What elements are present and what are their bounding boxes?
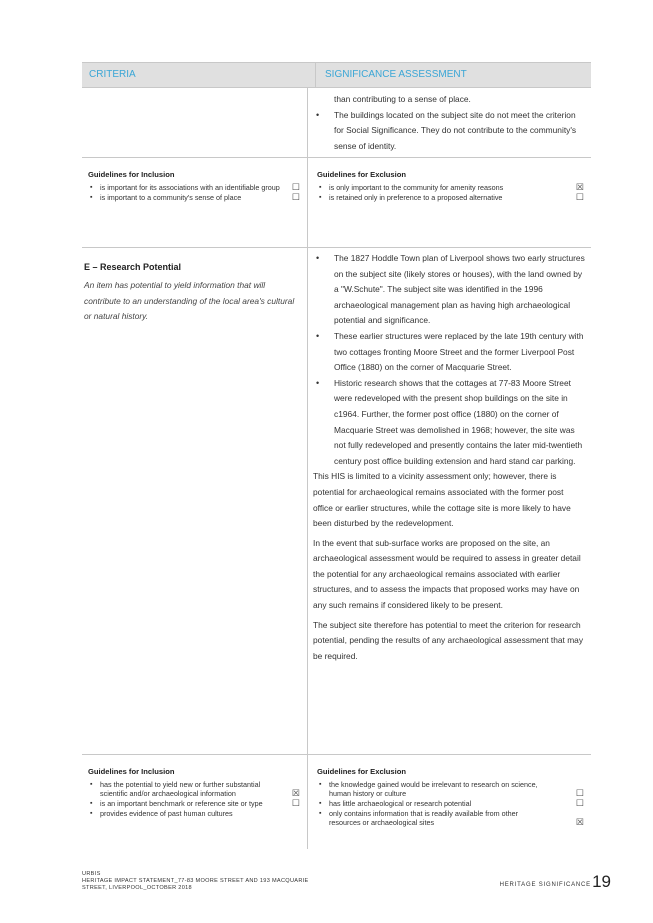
inclusion-item: ▪ provides evidence of past human cultures: [88, 809, 307, 818]
inclusion-title: Guidelines for Inclusion: [88, 170, 175, 179]
footer-document-info: [82, 871, 309, 893]
social-continuation-row: [82, 88, 591, 158]
checkbox-icon: ☒: [575, 817, 584, 827]
checkbox-icon: ☒: [291, 788, 300, 798]
page-number: 19: [592, 872, 611, 891]
exclusion-title: Guidelines for Exclusion: [317, 170, 407, 179]
research-bullet: • The 1827 Hoddle Town plan of Liverpool shows two early structures on the subject site (likely stores or houses), with the land owned by a "W.Schute". The subject site was identified in the 1996 archaeological management plan as having high archaeological potential and significance.: [313, 251, 585, 329]
checkbox-icon: ☐: [291, 798, 300, 808]
research-bullet: • These earlier structures were replaced by the late 19th century with two cottages fronting Moore Street and the former Liverpool Post Office (1880) on the corner of Macquarie Street.: [313, 329, 585, 376]
exclusion-title: Guidelines for Exclusion: [317, 767, 407, 776]
exclusion-item: ▪ the knowledge gained would be irrelevant to research on science, human history or culture ☐: [317, 780, 591, 798]
inclusion-item: ▪ has the potential to yield new or further substantial scientific and/or archaeological information ☒: [88, 780, 307, 798]
research-paragraph: This HIS is limited to a vicinity assessment only; however, there is potential for archaeological remains associated with the former post office or earlier structures, while the cottage site is more likely to have been disturbed by the redevelopment.: [313, 471, 571, 529]
checkbox-icon: ☐: [575, 798, 584, 808]
criteria-header: CRITERIA: [82, 63, 316, 87]
table-header: [82, 62, 591, 88]
footer-company: URBIS: [82, 871, 101, 877]
checkbox-icon: ☐: [575, 788, 584, 798]
social-cont-bullet: • The buildings located on the subject site do not meet the criterion for Social Significance. They do not contribute to the community's sense of identity.: [313, 108, 585, 155]
checkbox-icon: ☐: [291, 182, 300, 192]
footer-section: HERITAGE SIGNIFICANCE: [499, 882, 591, 888]
criteria-table: [82, 62, 591, 849]
inclusion-item: ▪ is important to a community's sense of place ☐: [88, 193, 307, 202]
inclusion-item: ▪ is important for its associations with an identifiable group ☐: [88, 183, 307, 192]
research-paragraph: The subject site therefore has potential to meet the criterion for research potential, pending the results of any archaeological assessment that may be required.: [313, 619, 584, 661]
social-guidelines-row: [82, 158, 591, 248]
criterion-title: E – Research Potential: [84, 262, 182, 272]
footer-doc-line2: STREET, LIVERPOOL_OCTOBER 2018: [82, 885, 192, 892]
footer-doc-line1: HERITAGE IMPACT STATEMENT_77-83 MOORE STREET AND 193 MACQUARIE: [82, 878, 309, 885]
exclusion-item: ▪ is only important to the community for amenity reasons ☒: [317, 183, 591, 192]
assessment-header: SIGNIFICANCE ASSESSMENT: [325, 69, 467, 80]
exclusion-item: ▪ only contains information that is readily available from other resources or archaeological sites ☒: [317, 809, 591, 827]
research-paragraph: In the event that sub-surface works are proposed on the site, an archaeological assessment would be required to assess in greater detail the potential for any archaeological remains associated with earlier structures, and to assess the impacts that proposed works may have on any such remains if considered likely to be present.: [313, 537, 581, 611]
exclusion-item: ▪ is retained only in preference to a proposed alternative ☐: [317, 193, 591, 202]
checkbox-icon: ☒: [575, 182, 584, 192]
research-guidelines-row: [82, 755, 591, 849]
social-cont-line: than contributing to a sense of place.: [334, 94, 471, 104]
exclusion-item: ▪ has little archaeological or research potential ☐: [317, 799, 591, 808]
criterion-description: An item has potential to yield information that will contribute to an understanding of the local area's cultural or natural history.: [84, 280, 295, 322]
inclusion-item: ▪ is an important benchmark or reference site or type ☐: [88, 799, 307, 808]
research-potential-row: [82, 248, 591, 755]
checkbox-icon: ☐: [291, 192, 300, 202]
checkbox-icon: ☐: [575, 192, 584, 202]
inclusion-title: Guidelines for Inclusion: [88, 767, 175, 776]
research-bullet: • Historic research shows that the cottages at 77-83 Moore Street were redeveloped with the present shop buildings on the site in c1964. Further, the former post office (1880) on the corner of Macquarie Street was demolished in 1968; however, the site was not fully redeveloped and presently contains the later mid-twentieth century post office building extension and hard stand car parking.: [313, 376, 585, 470]
